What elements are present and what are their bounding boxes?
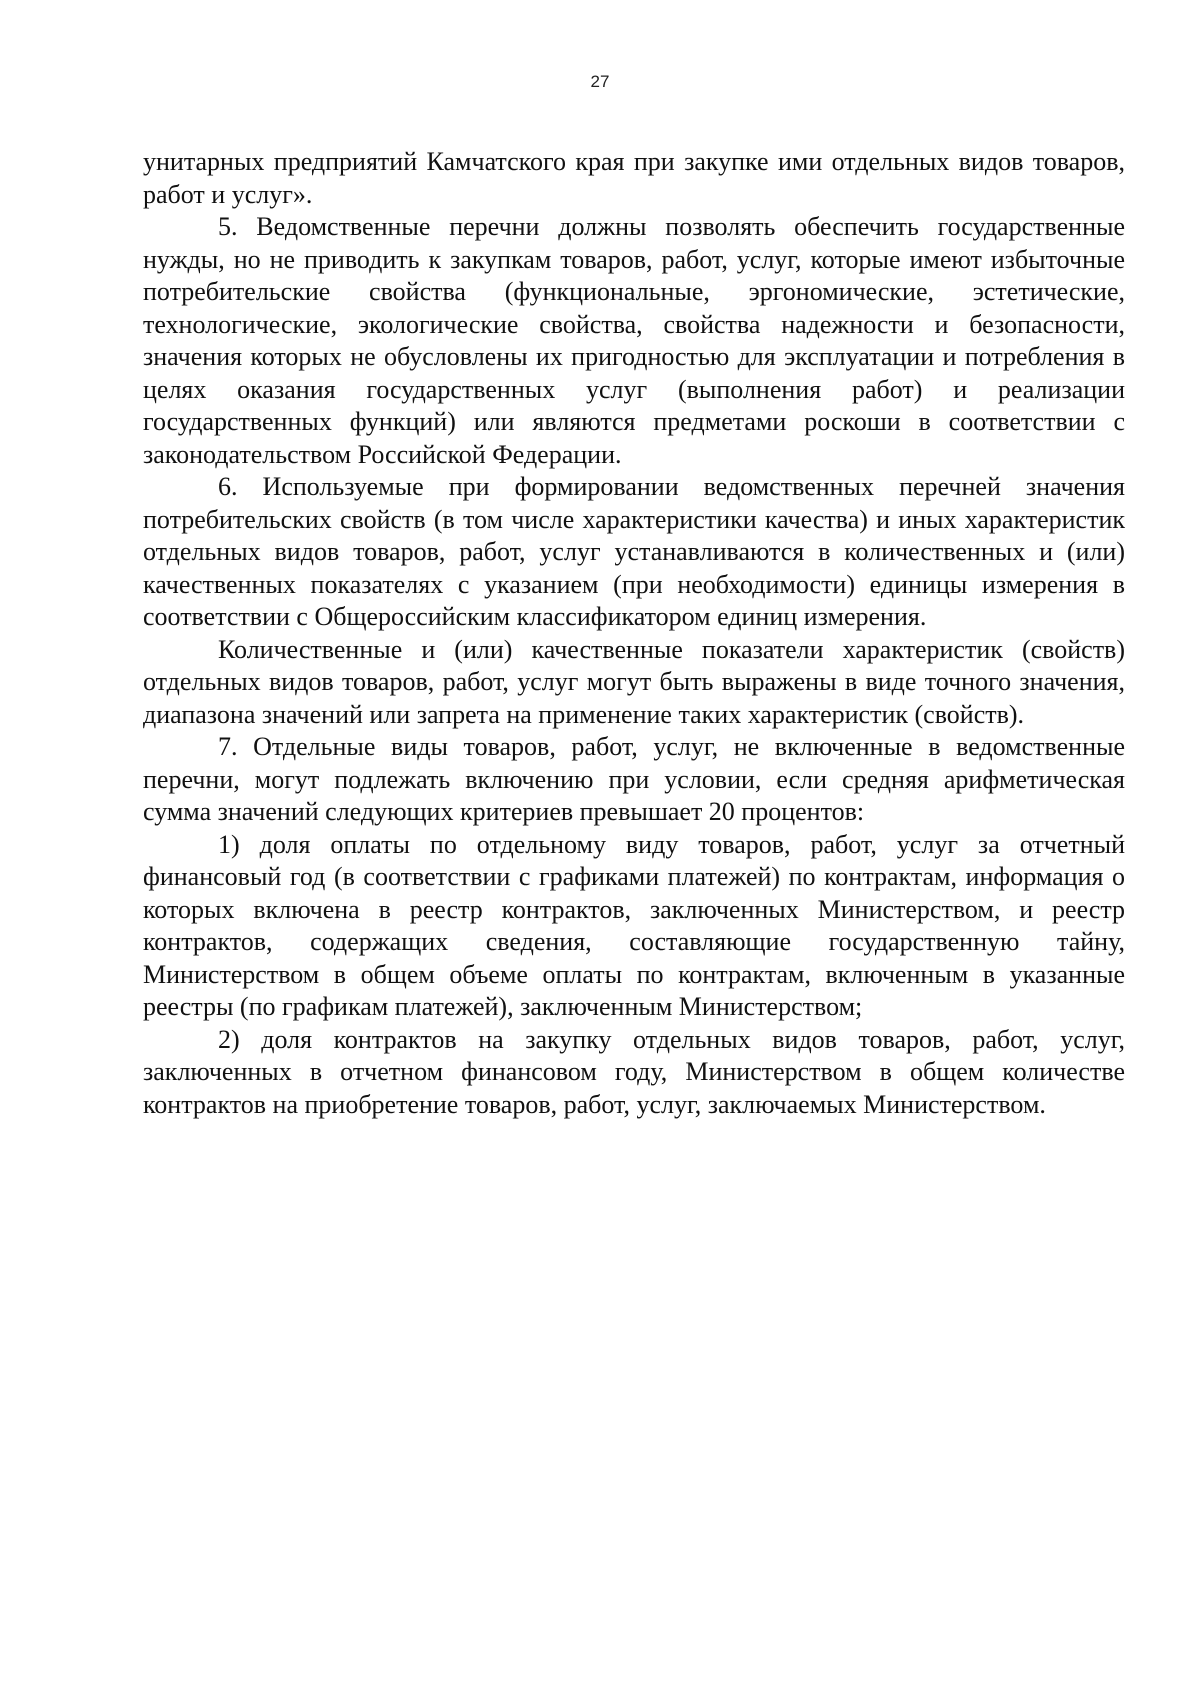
page-number: 27 — [590, 72, 610, 91]
paragraph-criterion-2: 2) доля контрактов на закупку отдельных видов товаров, работ, услуг, заключенных в отчетном финансовом году, Министерством в общем количестве контрактов на приобретение товаров, работ, услуг, заключаемых Министерством. — [143, 1024, 1125, 1119]
paragraph-indicators: Количественные и (или) качественные показатели характеристик (свойств) отдельных видов товаров, работ, услуг могут быть выражены в виде точного значения, диапазона значений или запрета на применение таких характеристик (свойств). — [143, 634, 1125, 729]
paragraph-item-6: 6. Используемые при формировании ведомственных перечней значения потребительских свойств (в том числе характеристики качества) и иных характеристик отдельных видов товаров, работ, услуг устанавливаются в количественных и (или) качественных показателях с указанием (при необходимости) единицы измерения в соответствии с Общероссийским классификатором единиц измерения. — [143, 472, 1125, 631]
paragraph-item-5: 5. Ведомственные перечни должны позволять обеспечить государственные нужды, но не приводить к закупкам товаров, работ, услуг, которые имеют избыточные потребительские свойства (функциональные, эргономические, эстетические, технологические, экологические свойства, свойства надежности и безопасности, значения которых не обусловлены их пригодностью для эксплуатации и потребления в целях оказания государственных услуг (выполнения работ) и реализации государственных функций) или являются предметами роскоши в соответствии с законодательством Российской Федерации. — [143, 212, 1125, 469]
paragraph-criterion-1: 1) доля оплаты по отдельному виду товаров, работ, услуг за отчетный финансовый год (в соответствии с графиками платежей) по контрактам, информация о которых включена в реестр контрактов, заключенных Министерством, и реестр контрактов, содержащих сведения, составляющие государственную тайну, Министерством в общем объеме оплаты по контрактам, включенным в указанные реестры (по графикам платежей), заключенным Министерством; — [143, 829, 1125, 1021]
paragraph-item-7: 7. Отдельные виды товаров, работ, услуг, не включенные в ведомственные перечни, могут подлежать включению при условии, если средняя арифметическая сумма значений следующих критериев превышает 20 процентов: — [143, 732, 1125, 826]
paragraph-continuation: унитарных предприятий Камчатского края при закупке ими отдельных видов товаров, работ и услуг». — [143, 147, 1125, 209]
document-body — [143, 146, 1125, 1121]
